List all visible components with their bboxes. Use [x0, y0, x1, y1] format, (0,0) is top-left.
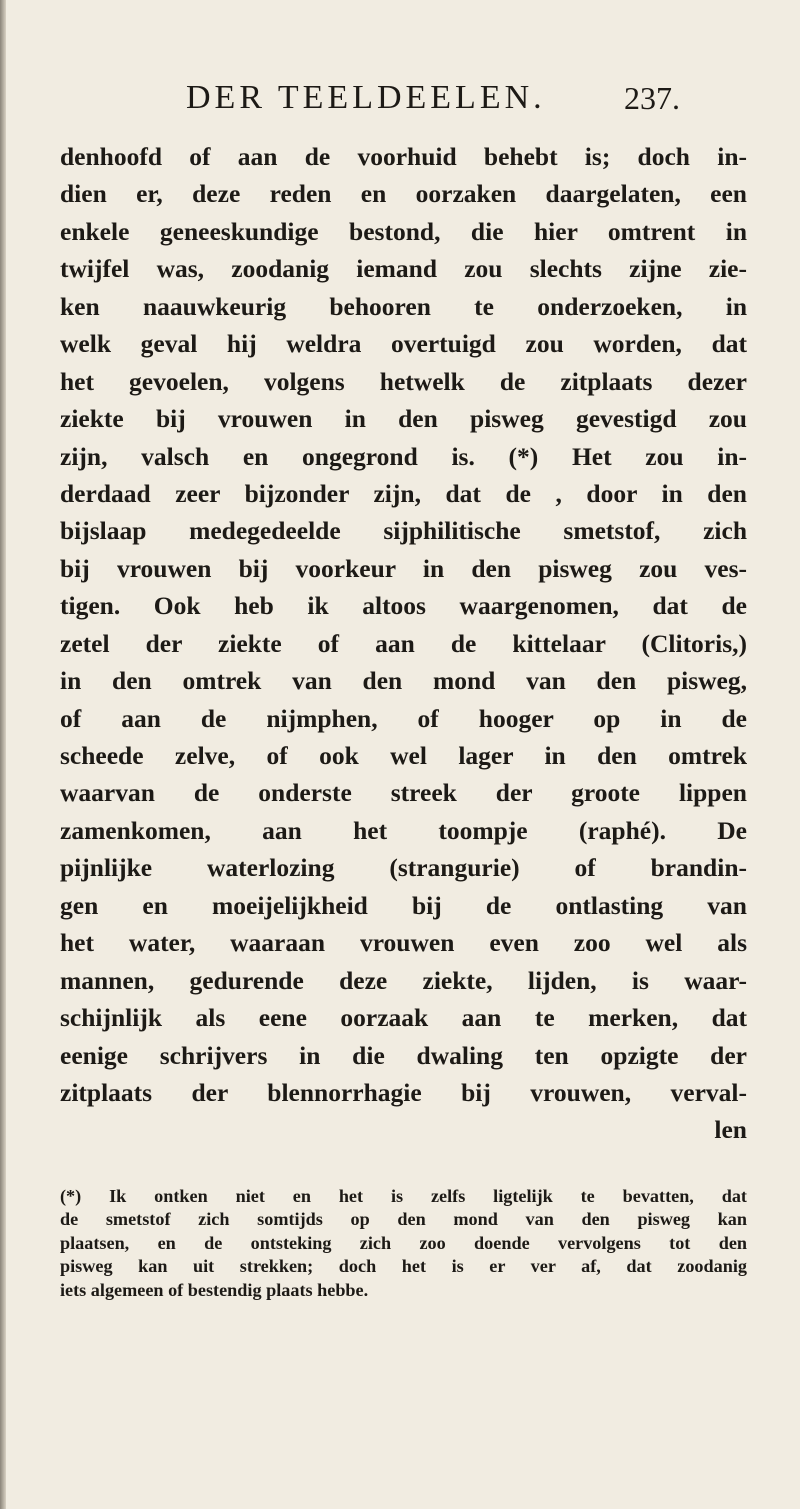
text-line: schijnlijk als eene oorzaak aan te merken, dat — [60, 1003, 747, 1033]
running-head — [0, 78, 800, 118]
text-line: scheede zelve, of ook wel lager in den omtrek — [60, 741, 747, 770]
text-line: bij vrouwen bij voorkeur in den pisweg zou ves- — [60, 553, 747, 583]
page-number: 237. — [624, 80, 680, 116]
text-line: zetel der ziekte of aan de kittelaar (Clitoris,) — [60, 628, 747, 658]
text-line: denhoofd of aan de voorhuid behebt is; doch in- — [60, 142, 747, 171]
text-line: zamenkomen, aan het toompje (raphé). De — [60, 815, 747, 845]
text-line: derdaad zeer bijzonder zijn, dat de , door in den — [60, 478, 747, 508]
text-line: zitplaats der blennorrhagie bij vrouwen, verval- — [60, 1077, 747, 1107]
body-text — [60, 138, 747, 1149]
footnote-line: plaatsen, en de ontsteking zich zoo doende vervolgens tot den — [60, 1232, 747, 1253]
running-head-title: DER TEELDEELEN. — [186, 79, 546, 116]
text-line: ken naauwkeurig behooren te onderzoeken, in — [60, 291, 747, 321]
text-line: bijslaap medegedeelde sijphilitische smetstof, zich — [60, 516, 747, 546]
text-line: dien er, deze reden en oorzaken daargelaten, een — [60, 179, 747, 209]
text-line: of aan de nijmphen, of hooger op in de — [60, 703, 747, 733]
text-line: twijfel was, zoodanig iemand zou slechts zijne zie- — [60, 254, 747, 284]
footnote-line-final: iets algemeen of bestendig plaats hebbe. — [60, 1279, 369, 1300]
text-line: eenige schrijvers in die dwaling ten opzigte der — [60, 1040, 747, 1070]
text-line: in den omtrek van den mond van den pisweg, — [60, 666, 747, 696]
text-line: gen en moeijelijkheid bij de ontlasting van — [60, 890, 747, 920]
text-line: het water, waaraan vrouwen even zoo wel als — [60, 928, 747, 958]
text-line-final: len — [714, 1115, 747, 1145]
text-line: tigen. Ook heb ik altoos waargenomen, dat de — [60, 591, 747, 621]
text-line: het gevoelen, volgens hetwelk de zitplaats dezer — [60, 366, 747, 396]
footnote-line: (*) Ik ontken niet en het is zelfs ligtelijk te bevatten, dat — [60, 1186, 747, 1206]
text-line: ziekte bij vrouwen in den pisweg gevestigd zou — [60, 404, 747, 434]
text-line: pijnlijke waterlozing (strangurie) of brandin- — [60, 853, 747, 883]
text-line: welk geval hij weldra overtuigd zou worden, dat — [60, 329, 747, 359]
text-line: waarvan de onderste streek der groote lippen — [60, 778, 747, 808]
text-line: zijn, valsch en ongegrond is. (*) Het zou in- — [60, 441, 747, 471]
text-line: mannen, gedurende deze ziekte, lijden, is waar- — [60, 965, 747, 995]
footnote-line: pisweg kan uit strekken; doch het is er ver af, dat zoodanig — [60, 1256, 747, 1277]
footnote — [60, 1185, 747, 1302]
text-line: enkele geneeskundige bestond, die hier omtrent in — [60, 216, 747, 246]
footnote-line: de smetstof zich somtijds op den mond van den pisweg kan — [60, 1209, 747, 1230]
